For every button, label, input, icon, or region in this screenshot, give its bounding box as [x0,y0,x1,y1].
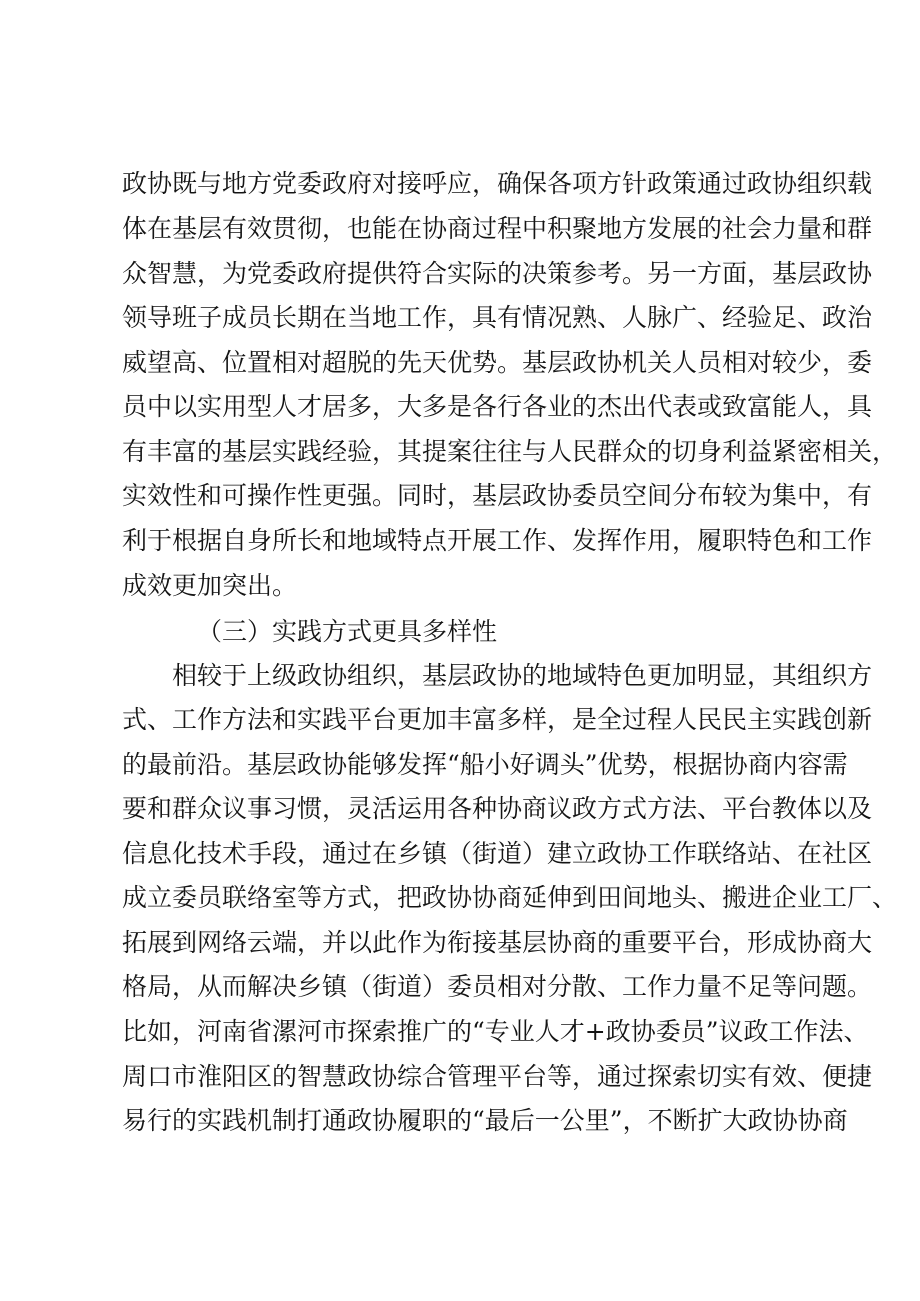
text-line: 成效更加突出。 [122,571,298,600]
text-line: 有丰富的基层实践经验，其提案往往与人民群众的切身利益紧密相关， [122,437,898,466]
text-line: 拓展到网络云端，并以此作为衔接基层协商的重要平台，形成协商大 [122,928,873,957]
text-line: 要和群众议事习惯，灵活运用各种协商议政方式方法、平台教体以及 [122,794,873,823]
text-line: 式、工作方法和实践平台更加丰富多样，是全过程人民民主实践创新 [122,705,873,734]
text-line: 比如，河南省漯河市探索推广的“专业人才+政协委员”议政工作法、 [122,1017,869,1046]
text-line: 周口市淮阳区的智慧政协综合管理平台等，通过探索切实有效、便捷 [122,1062,873,1091]
section-heading: （三）实践方式更具多样性 [197,617,498,646]
text-line: 信息化技术手段，通过在乡镇（街道）建立政协工作联络站、在社区 [122,839,873,868]
text-line: 员中以实用型人才居多，大多是各行各业的杰出代表或致富能人，具 [122,392,873,421]
text-line: 威望高、位置相对超脱的先天优势。基层政协机关人员相对较少，委 [122,348,873,377]
text-line: 实效性和可操作性更强。同时，基层政协委员空间分布较为集中，有 [122,481,873,510]
text-line: 利于根据自身所长和地域特点开展工作、发挥作用，履职特色和工作 [122,526,873,555]
text-line: 的最前沿。基层政协能够发挥“船小好调头”优势，根据协商内容需 [122,750,848,779]
text-line: 政协既与地方党委政府对接呼应，确保各项方针政策通过政协组织载 [122,169,873,198]
text-line: 成立委员联络室等方式，把政协协商延伸到田间地头、搬进企业工厂、 [122,883,898,912]
text-line: 格局，从而解决乡镇（街道）委员相对分散、工作力量不足等问题。 [122,972,873,1001]
text-line: 领导班子成员长期在当地工作，具有情况熟、人脉广、经验足、政治 [122,303,873,332]
text-line: 易行的实践机制打通政协履职的“最后一公里”，不断扩大政协协商 [122,1106,848,1135]
text-line: 体在基层有效贯彻，也能在协商过程中积聚地方发展的社会力量和群 [122,214,873,243]
text-line: 相较于上级政协组织，基层政协的地域特色更加明显，其组织方 [172,661,873,690]
text-line: 众智慧，为党委政府提供符合实际的决策参考。另一方面，基层政协 [122,259,873,288]
